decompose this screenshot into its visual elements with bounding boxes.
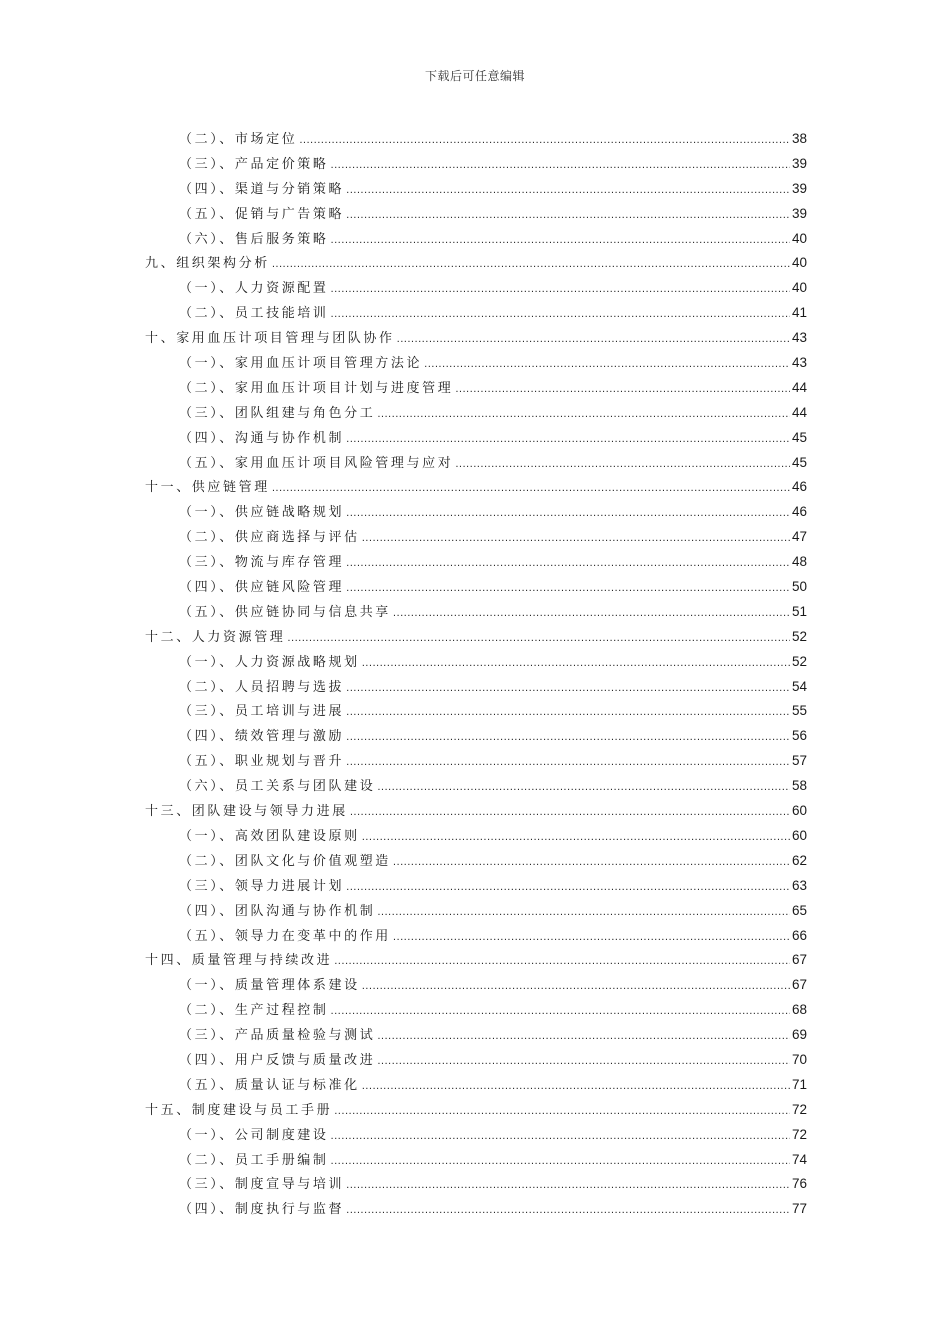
toc-page-number: 72 xyxy=(791,1101,807,1117)
toc-dot-leader xyxy=(346,502,790,527)
toc-dot-leader xyxy=(287,627,790,652)
toc-entry-title: （二）、团队文化与价值观塑造 xyxy=(179,853,391,869)
toc-dot-leader xyxy=(346,552,790,577)
toc-dot-leader xyxy=(350,801,790,826)
toc-section-entry[interactable] xyxy=(145,276,807,301)
toc-entry-title: （四）、团队沟通与协作机制 xyxy=(179,903,376,919)
toc-entry-title: （五）、领导力在变革中的作用 xyxy=(179,928,391,944)
toc-section-entry[interactable] xyxy=(145,1023,807,1048)
toc-entry-title: （六）、员工关系与团队建设 xyxy=(179,779,376,795)
toc-entry-title: （三）、员工培训与进展 xyxy=(179,704,345,720)
toc-entry-title: （二）、员工手册编制 xyxy=(179,1152,329,1168)
toc-entry-title: （二）、家用血压计项目计划与进度管理 xyxy=(179,380,454,396)
toc-section-entry[interactable] xyxy=(145,774,807,799)
toc-dot-leader xyxy=(346,726,790,751)
toc-dot-leader xyxy=(346,1174,790,1199)
toc-entry-title: （五）、促销与广告策略 xyxy=(179,206,345,222)
toc-section-entry[interactable] xyxy=(145,525,807,550)
toc-entry-title: （三）、产品定价策略 xyxy=(179,156,329,172)
toc-section-entry[interactable] xyxy=(145,1197,807,1222)
toc-dot-leader xyxy=(424,353,790,378)
toc-page-number: 67 xyxy=(791,952,807,968)
toc-dot-leader xyxy=(331,1000,790,1025)
toc-page-number: 76 xyxy=(791,1176,807,1192)
toc-page-number: 46 xyxy=(791,504,807,520)
toc-section-entry[interactable] xyxy=(145,127,807,152)
toc-dot-leader xyxy=(272,253,790,278)
toc-entry-title: 十四、质量管理与持续改进 xyxy=(145,953,333,969)
toc-page-number: 70 xyxy=(791,1051,807,1067)
toc-section-entry[interactable] xyxy=(145,973,807,998)
toc-page-number: 51 xyxy=(791,603,807,619)
toc-dot-leader xyxy=(346,577,790,602)
toc-entry-title: （二）、生产过程控制 xyxy=(179,1003,329,1019)
toc-page-number: 50 xyxy=(791,579,807,595)
toc-dot-leader xyxy=(362,975,790,1000)
toc-dot-leader xyxy=(377,901,790,926)
toc-entry-title: 十三、团队建设与领导力进展 xyxy=(145,804,348,820)
toc-dot-leader xyxy=(346,428,790,453)
toc-section-entry[interactable] xyxy=(145,152,807,177)
toc-page-number: 45 xyxy=(791,429,807,445)
toc-page-number: 48 xyxy=(791,554,807,570)
toc-section-entry[interactable] xyxy=(145,177,807,202)
toc-dot-leader xyxy=(377,1025,790,1050)
toc-entry-title: （一）、高效团队建设原则 xyxy=(179,828,360,844)
toc-page-number: 57 xyxy=(791,753,807,769)
toc-dot-leader xyxy=(331,1125,790,1150)
toc-page-number: 65 xyxy=(791,902,807,918)
toc-section-entry[interactable] xyxy=(145,550,807,575)
toc-page-number: 54 xyxy=(791,678,807,694)
toc-entry-title: （五）、质量认证与标准化 xyxy=(179,1077,360,1093)
toc-page-number: 62 xyxy=(791,852,807,868)
toc-dot-leader xyxy=(362,826,790,851)
toc-dot-leader xyxy=(455,378,790,403)
toc-entry-title: 十、家用血压计项目管理与团队协作 xyxy=(145,331,395,347)
toc-page-number: 69 xyxy=(791,1027,807,1043)
toc-section-entry[interactable] xyxy=(145,500,807,525)
toc-entry-title: （三）、领导力进展计划 xyxy=(179,878,345,894)
toc-page-number: 58 xyxy=(791,778,807,794)
toc-dot-leader xyxy=(346,751,790,776)
toc-page-number: 38 xyxy=(791,131,807,146)
toc-section-entry[interactable] xyxy=(145,1048,807,1073)
toc-page-number: 63 xyxy=(791,877,807,893)
toc-entry-title: 九、组织架构分析 xyxy=(145,256,270,272)
toc-entry-title: （四）、绩效管理与激励 xyxy=(179,729,345,745)
toc-entry-title: （三）、物流与库存管理 xyxy=(179,555,345,571)
toc-entry-title: （一）、供应链战略规划 xyxy=(179,505,345,521)
toc-entry-title: （一）、人力资源战略规划 xyxy=(179,654,360,670)
toc-section-entry[interactable] xyxy=(145,650,807,675)
toc-page-number: 71 xyxy=(791,1076,807,1092)
toc-dot-leader xyxy=(362,1075,790,1100)
toc-entry-title: （四）、制度执行与监督 xyxy=(179,1202,345,1218)
toc-section-entry[interactable] xyxy=(145,1172,807,1197)
toc-section-entry[interactable] xyxy=(145,699,807,724)
toc-page-number: 66 xyxy=(791,927,807,943)
toc-entry-title: （一）、家用血压计项目管理方法论 xyxy=(179,356,423,372)
toc-section-entry[interactable] xyxy=(145,1148,807,1173)
toc-page-number: 77 xyxy=(791,1201,807,1217)
toc-page-number: 47 xyxy=(791,529,807,545)
toc-section-entry[interactable] xyxy=(145,401,807,426)
toc-chapter-entry[interactable] xyxy=(145,326,807,351)
toc-section-entry[interactable] xyxy=(145,1123,807,1148)
toc-entry-title: （二）、员工技能培训 xyxy=(179,306,329,322)
toc-chapter-entry[interactable] xyxy=(145,475,807,500)
page-header: 下载后可任意编辑 xyxy=(424,69,525,83)
toc-entry-title: （二）、人员招聘与选拔 xyxy=(179,679,345,695)
toc-page-number: 60 xyxy=(791,827,807,843)
toc-page-number: 40 xyxy=(791,255,807,271)
toc-page-number: 46 xyxy=(791,479,807,495)
toc-entry-title: （三）、团队组建与角色分工 xyxy=(179,405,376,421)
toc-entry-title: （三）、产品质量检验与测试 xyxy=(179,1028,376,1044)
toc-page-number: 44 xyxy=(791,404,807,420)
toc-entry-title: （四）、供应链风险管理 xyxy=(179,580,345,596)
toc-dot-leader xyxy=(377,403,790,428)
toc-page-number: 43 xyxy=(791,330,807,346)
toc-section-entry[interactable] xyxy=(145,600,807,625)
toc-page-number: 67 xyxy=(791,977,807,993)
toc-page-number: 52 xyxy=(791,628,807,644)
toc-page-number: 39 xyxy=(791,155,807,171)
toc-entry-title: （二）、市场定位 xyxy=(179,132,298,147)
toc-dot-leader xyxy=(346,204,790,229)
toc-page-number: 56 xyxy=(791,728,807,744)
toc-section-entry[interactable] xyxy=(145,849,807,874)
toc-entry-title: 十二、人力资源管理 xyxy=(145,629,286,645)
toc-section-entry[interactable] xyxy=(145,575,807,600)
toc-dot-leader xyxy=(331,229,790,254)
toc-dot-leader xyxy=(346,1199,790,1224)
toc-dot-leader xyxy=(393,602,790,627)
toc-section-entry[interactable] xyxy=(145,749,807,774)
toc-dot-leader xyxy=(362,527,790,552)
toc-entry-title: （一）、公司制度建设 xyxy=(179,1127,329,1143)
toc-section-entry[interactable] xyxy=(145,874,807,899)
toc-dot-leader xyxy=(346,701,790,726)
toc-entry-title: 十一、供应链管理 xyxy=(145,480,270,496)
toc-page-number: 55 xyxy=(791,703,807,719)
toc-page-number: 68 xyxy=(791,1002,807,1018)
toc-chapter-entry[interactable] xyxy=(145,251,807,276)
toc-page-number: 40 xyxy=(791,280,807,296)
toc-dot-leader xyxy=(397,328,790,353)
toc-dot-leader xyxy=(331,278,790,303)
toc-section-entry[interactable] xyxy=(145,675,807,700)
toc-entry-title: （五）、职业规划与晋升 xyxy=(179,754,345,770)
toc-page-number: 43 xyxy=(791,355,807,371)
toc-section-entry[interactable] xyxy=(145,376,807,401)
toc-dot-leader xyxy=(393,926,790,951)
toc-dot-leader xyxy=(331,1150,790,1175)
toc-chapter-entry[interactable] xyxy=(145,625,807,650)
toc-entry-title: （六）、售后服务策略 xyxy=(179,231,329,247)
toc-entry-title: （四）、沟通与协作机制 xyxy=(179,430,345,446)
toc-section-entry[interactable] xyxy=(145,301,807,326)
toc-section-entry[interactable] xyxy=(145,426,807,451)
toc-section-entry[interactable] xyxy=(145,451,807,476)
toc-dot-leader xyxy=(346,677,790,702)
toc-section-entry[interactable] xyxy=(145,899,807,924)
toc-dot-leader xyxy=(299,129,790,154)
toc-section-entry[interactable] xyxy=(145,351,807,376)
toc-dot-leader xyxy=(346,179,790,204)
toc-dot-leader xyxy=(346,876,790,901)
toc-dot-leader xyxy=(334,950,790,975)
toc-chapter-entry[interactable] xyxy=(145,799,807,824)
toc-page-number: 60 xyxy=(791,803,807,819)
toc-entry-title: （四）、渠道与分销策略 xyxy=(179,181,345,197)
toc-page-number: 52 xyxy=(791,653,807,669)
toc-page-number: 45 xyxy=(791,454,807,470)
toc-entry-title: 十五、制度建设与员工手册 xyxy=(145,1102,333,1118)
toc-dot-leader xyxy=(377,1050,790,1075)
toc-page-number: 72 xyxy=(791,1126,807,1142)
toc-section-entry[interactable] xyxy=(145,998,807,1023)
toc-dot-leader xyxy=(455,453,790,478)
toc-chapter-entry[interactable] xyxy=(145,1098,807,1123)
toc-entry-title: （一）、人力资源配置 xyxy=(179,281,329,297)
toc-dot-leader xyxy=(331,303,790,328)
toc-dot-leader xyxy=(334,1100,790,1125)
toc-entry-title: （五）、供应链协同与信息共享 xyxy=(179,604,391,620)
toc-section-entry[interactable] xyxy=(145,924,807,949)
toc-page-number: 39 xyxy=(791,205,807,221)
toc-page-number: 39 xyxy=(791,180,807,196)
toc-chapter-entry[interactable] xyxy=(145,948,807,973)
toc-entry-title: （一）、质量管理体系建设 xyxy=(179,978,360,994)
toc-dot-leader xyxy=(272,477,790,502)
toc-page-number: 74 xyxy=(791,1151,807,1167)
toc-section-entry[interactable] xyxy=(145,1073,807,1098)
toc-dot-leader xyxy=(331,154,790,179)
toc-dot-leader xyxy=(362,652,790,677)
toc-section-entry[interactable] xyxy=(145,824,807,849)
toc-section-entry[interactable] xyxy=(145,202,807,227)
toc-entry-title: （二）、供应商选择与评估 xyxy=(179,530,360,546)
toc-dot-leader xyxy=(393,851,790,876)
toc-entry-title: （五）、家用血压计项目风险管理与应对 xyxy=(179,455,454,471)
toc-entry-title: （四）、用户反馈与质量改进 xyxy=(179,1052,376,1068)
toc-dot-leader xyxy=(377,776,790,801)
toc-entry-title: （三）、制度宣导与培训 xyxy=(179,1177,345,1193)
table-of-contents xyxy=(145,127,807,1222)
toc-page-number: 41 xyxy=(791,305,807,321)
toc-page-number: 40 xyxy=(791,230,807,246)
toc-page-number: 44 xyxy=(791,379,807,395)
toc-section-entry[interactable] xyxy=(145,227,807,252)
toc-section-entry[interactable] xyxy=(145,724,807,749)
